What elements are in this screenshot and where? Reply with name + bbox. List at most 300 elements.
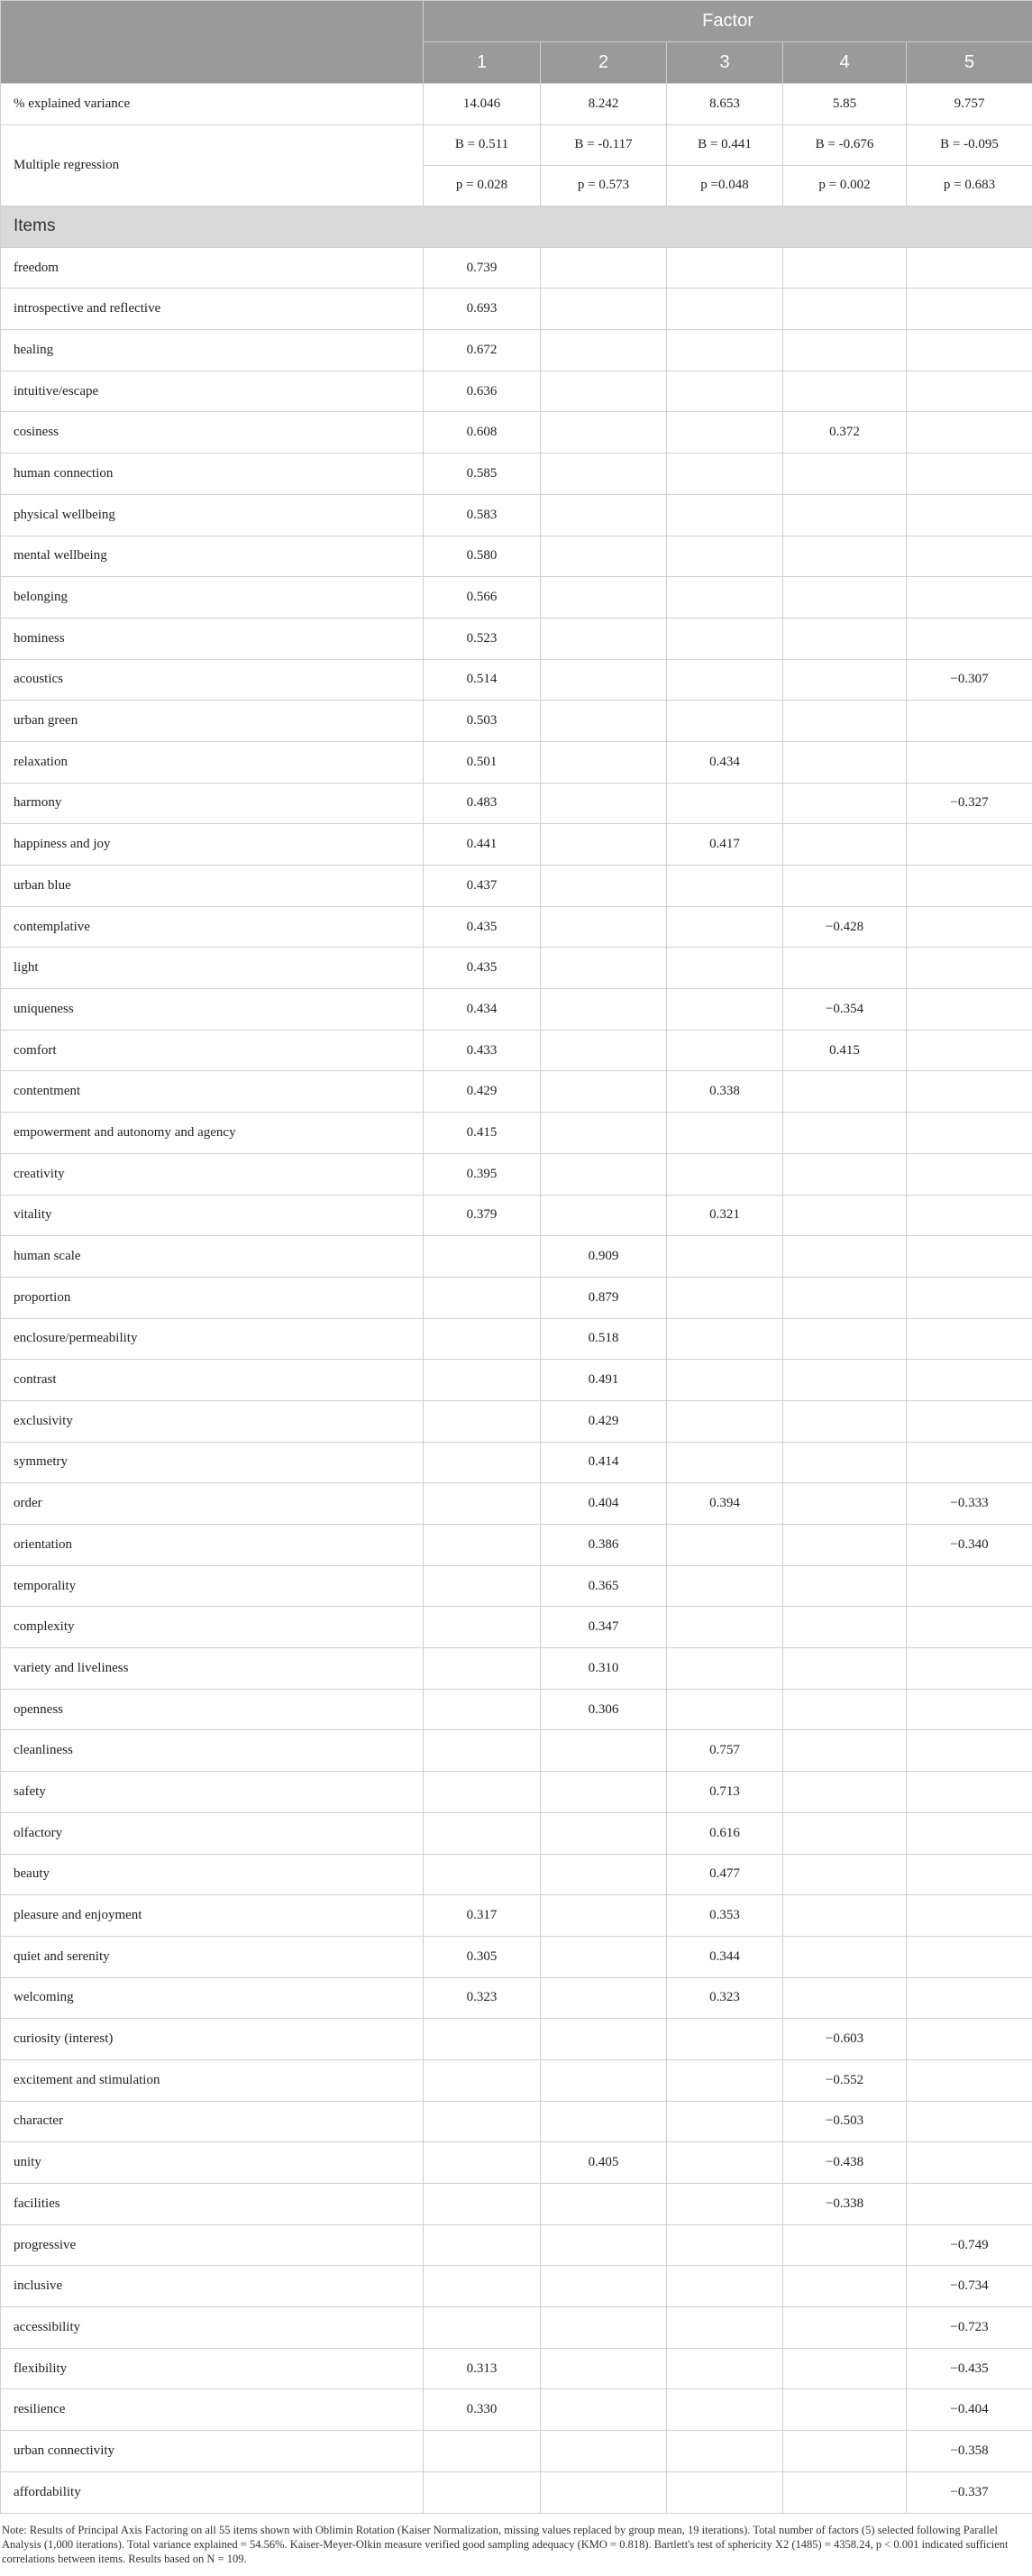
- loading-factor-3: [667, 2307, 783, 2349]
- loading-factor-1: 0.305: [424, 1936, 541, 1977]
- item-name: excitement and stimulation: [1, 2059, 424, 2101]
- loading-factor-2: [541, 2389, 667, 2431]
- loading-factor-3: [667, 371, 783, 412]
- loading-factor-1: [424, 1607, 541, 1648]
- loading-factor-5: [907, 701, 1032, 742]
- item-name: light: [1, 948, 424, 989]
- loading-factor-5: [907, 2142, 1032, 2184]
- loading-factor-4: [783, 2224, 907, 2266]
- factor-number-4: 4: [783, 42, 907, 84]
- loading-factor-3: [667, 2471, 783, 2513]
- loading-factor-4: [783, 1689, 907, 1730]
- table-row: [1, 247, 1032, 289]
- loading-factor-4: [783, 1977, 907, 2019]
- item-name: contemplative: [1, 906, 424, 948]
- loading-factor-5: [907, 2184, 1032, 2225]
- item-name: affordability: [1, 2471, 424, 2513]
- item-name: character: [1, 2101, 424, 2142]
- loading-factor-5: −0.307: [907, 659, 1032, 701]
- loading-factor-1: [424, 1854, 541, 1895]
- loading-factor-1: [424, 2184, 541, 2225]
- item-name: accessibility: [1, 2307, 424, 2349]
- loading-factor-4: [783, 948, 907, 989]
- loading-factor-5: −0.723: [907, 2307, 1032, 2349]
- loading-factor-4: [783, 659, 907, 701]
- loading-factor-4: [783, 2266, 907, 2307]
- loading-factor-1: 0.323: [424, 1977, 541, 2019]
- loading-factor-1: 0.739: [424, 247, 541, 289]
- loading-factor-3: [667, 330, 783, 371]
- loading-factor-2: [541, 2348, 667, 2389]
- table-row: [1, 1153, 1032, 1195]
- loading-factor-1: [424, 1277, 541, 1318]
- items-section-row: [1, 206, 1032, 247]
- loading-factor-4: [783, 1730, 907, 1772]
- item-name: welcoming: [1, 1977, 424, 2019]
- loading-factor-3: 0.616: [667, 1812, 783, 1854]
- table-row: [1, 1565, 1032, 1607]
- table-row: [1, 1607, 1032, 1648]
- loading-factor-3: [667, 1525, 783, 1566]
- loading-factor-5: [907, 412, 1032, 454]
- loading-factor-1: 0.514: [424, 659, 541, 701]
- loading-factor-5: [907, 948, 1032, 989]
- regression-b-value: B = -0.117: [541, 124, 667, 165]
- header-corner: [1, 1, 424, 84]
- loading-factor-5: [907, 1565, 1032, 1607]
- loading-factor-2: [541, 412, 667, 454]
- table-row: [1, 948, 1032, 989]
- factor-number-3: 3: [667, 42, 783, 84]
- loading-factor-4: [783, 2348, 907, 2389]
- item-name: curiosity (interest): [1, 2019, 424, 2060]
- loading-factor-1: 0.501: [424, 741, 541, 783]
- loading-factor-5: [907, 741, 1032, 783]
- loading-factor-1: 0.580: [424, 536, 541, 577]
- item-name: creativity: [1, 1153, 424, 1195]
- table-row: [1, 1442, 1032, 1483]
- loading-factor-2: [541, 536, 667, 577]
- loading-factor-1: [424, 1318, 541, 1360]
- loading-factor-5: [907, 1400, 1032, 1442]
- item-name: empowerment and autonomy and agency: [1, 1113, 424, 1154]
- item-name: happiness and joy: [1, 824, 424, 866]
- loading-factor-2: 0.386: [541, 1525, 667, 1566]
- loading-factor-2: [541, 2431, 667, 2472]
- table-row: [1, 1277, 1032, 1318]
- item-name: urban blue: [1, 866, 424, 907]
- loading-factor-5: [907, 866, 1032, 907]
- loading-factor-5: [907, 1442, 1032, 1483]
- loading-factor-3: [667, 454, 783, 495]
- table-row: [1, 2059, 1032, 2101]
- item-name: unity: [1, 2142, 424, 2184]
- loading-factor-4: [783, 2389, 907, 2431]
- loading-factor-4: [783, 824, 907, 866]
- loading-factor-3: 0.713: [667, 1772, 783, 1813]
- loading-factor-2: [541, 948, 667, 989]
- table-row: [1, 741, 1032, 783]
- loading-factor-2: [541, 2101, 667, 2142]
- loading-factor-4: [783, 536, 907, 577]
- loading-factor-3: [667, 659, 783, 701]
- loading-factor-2: 0.405: [541, 2142, 667, 2184]
- loading-factor-2: 0.429: [541, 1400, 667, 1442]
- loading-factor-5: [907, 618, 1032, 659]
- loading-factor-2: [541, 577, 667, 619]
- loading-factor-1: [424, 2266, 541, 2307]
- loading-factor-5: [907, 1812, 1032, 1854]
- explained-variance-row: [1, 84, 1032, 125]
- loading-factor-2: [541, 906, 667, 948]
- loading-factor-5: −0.404: [907, 2389, 1032, 2431]
- loading-factor-5: [907, 1153, 1032, 1195]
- explained-variance-label: % explained variance: [1, 84, 424, 125]
- loading-factor-1: [424, 1648, 541, 1690]
- item-name: enclosure/permeability: [1, 1318, 424, 1360]
- explained-variance-value: 8.242: [541, 84, 667, 125]
- table-row: [1, 1030, 1032, 1071]
- loading-factor-1: 0.415: [424, 1113, 541, 1154]
- loading-factor-2: [541, 1113, 667, 1154]
- loading-factor-1: [424, 1689, 541, 1730]
- loading-factor-5: [907, 247, 1032, 289]
- loading-factor-5: −0.435: [907, 2348, 1032, 2389]
- item-name: progressive: [1, 2224, 424, 2266]
- loading-factor-2: [541, 1195, 667, 1236]
- loading-factor-3: 0.757: [667, 1730, 783, 1772]
- table-row: [1, 2142, 1032, 2184]
- loading-factor-5: −0.333: [907, 1483, 1032, 1525]
- loading-factor-4: −0.354: [783, 989, 907, 1031]
- loading-factor-3: [667, 1442, 783, 1483]
- loading-factor-4: −0.428: [783, 906, 907, 948]
- loading-factor-4: [783, 1812, 907, 1854]
- loading-factor-5: [907, 1071, 1032, 1113]
- loading-factor-4: −0.438: [783, 2142, 907, 2184]
- loading-factor-3: [667, 948, 783, 989]
- loading-factor-4: [783, 454, 907, 495]
- loading-factor-3: 0.353: [667, 1895, 783, 1937]
- item-name: beauty: [1, 1854, 424, 1895]
- loading-factor-5: [907, 289, 1032, 330]
- loading-factor-4: [783, 1400, 907, 1442]
- table-row: [1, 1195, 1032, 1236]
- loading-factor-4: −0.338: [783, 2184, 907, 2225]
- loading-factor-2: 0.491: [541, 1360, 667, 1401]
- loading-factor-3: [667, 2184, 783, 2225]
- item-name: human scale: [1, 1236, 424, 1278]
- loading-factor-4: [783, 618, 907, 659]
- table-row: [1, 371, 1032, 412]
- table-row: [1, 989, 1032, 1031]
- loading-factor-1: [424, 2101, 541, 2142]
- loading-factor-1: 0.585: [424, 454, 541, 495]
- item-name: urban green: [1, 701, 424, 742]
- loading-factor-3: [667, 1153, 783, 1195]
- loading-factor-1: [424, 1525, 541, 1566]
- loading-factor-4: [783, 1565, 907, 1607]
- loading-factor-4: [783, 783, 907, 824]
- loading-factor-1: 0.435: [424, 906, 541, 948]
- item-name: harmony: [1, 783, 424, 824]
- loading-factor-2: [541, 1772, 667, 1813]
- loading-factor-4: 0.415: [783, 1030, 907, 1071]
- loading-factor-5: −0.358: [907, 2431, 1032, 2472]
- loading-factor-3: [667, 1607, 783, 1648]
- item-name: contrast: [1, 1360, 424, 1401]
- loading-factor-4: [783, 2431, 907, 2472]
- loading-factor-2: [541, 824, 667, 866]
- loading-factor-1: 0.395: [424, 1153, 541, 1195]
- loading-factor-2: [541, 866, 667, 907]
- table-row: [1, 659, 1032, 701]
- loading-factor-2: [541, 741, 667, 783]
- loading-factor-5: [907, 454, 1032, 495]
- loading-factor-3: [667, 618, 783, 659]
- item-name: intuitive/escape: [1, 371, 424, 412]
- loading-factor-2: [541, 2184, 667, 2225]
- loading-factor-4: [783, 701, 907, 742]
- loading-factor-2: 0.365: [541, 1565, 667, 1607]
- item-name: proportion: [1, 1277, 424, 1318]
- loading-factor-5: −0.749: [907, 2224, 1032, 2266]
- table-row: [1, 412, 1032, 454]
- loading-factor-3: 0.394: [667, 1483, 783, 1525]
- loading-factor-2: [541, 989, 667, 1031]
- table-row: [1, 2431, 1032, 2472]
- loading-factor-3: [667, 783, 783, 824]
- loading-factor-2: [541, 1071, 667, 1113]
- loading-factor-2: [541, 1936, 667, 1977]
- loading-factor-5: [907, 371, 1032, 412]
- loading-factor-5: [907, 824, 1032, 866]
- loading-factor-3: [667, 2142, 783, 2184]
- loading-factor-3: [667, 494, 783, 536]
- loading-factor-3: 0.323: [667, 1977, 783, 2019]
- loading-factor-1: [424, 2307, 541, 2349]
- loading-factor-5: [907, 989, 1032, 1031]
- loading-factor-3: [667, 866, 783, 907]
- table-row: [1, 1113, 1032, 1154]
- factor-header: Factor: [424, 1, 1032, 42]
- item-name: facilities: [1, 2184, 424, 2225]
- loading-factor-1: [424, 2019, 541, 2060]
- table-row: [1, 824, 1032, 866]
- loading-factor-4: [783, 330, 907, 371]
- loading-factor-2: [541, 783, 667, 824]
- table-row: [1, 1936, 1032, 1977]
- loading-factor-5: [907, 2101, 1032, 2142]
- loading-factor-1: [424, 1360, 541, 1401]
- regression-p-value: p =0.048: [667, 165, 783, 206]
- loading-factor-1: 0.441: [424, 824, 541, 866]
- table-row: [1, 1400, 1032, 1442]
- item-name: cosiness: [1, 412, 424, 454]
- loading-factor-3: [667, 536, 783, 577]
- loading-factor-1: 0.435: [424, 948, 541, 989]
- loading-factor-5: [907, 1772, 1032, 1813]
- table-row: [1, 289, 1032, 330]
- loading-factor-3: [667, 906, 783, 948]
- regression-p-value: p = 0.028: [424, 165, 541, 206]
- regression-p-value: p = 0.573: [541, 165, 667, 206]
- loading-factor-3: [667, 247, 783, 289]
- loading-factor-5: −0.337: [907, 2471, 1032, 2513]
- table-row: [1, 783, 1032, 824]
- loading-factor-4: [783, 1607, 907, 1648]
- item-name: hominess: [1, 618, 424, 659]
- loading-factor-2: [541, 701, 667, 742]
- loading-factor-2: [541, 330, 667, 371]
- loading-factor-1: 0.437: [424, 866, 541, 907]
- loading-factor-5: [907, 1977, 1032, 2019]
- loading-factor-4: [783, 1854, 907, 1895]
- loading-factor-4: 0.372: [783, 412, 907, 454]
- loading-factor-2: [541, 1730, 667, 1772]
- item-name: introspective and reflective: [1, 289, 424, 330]
- loading-factor-1: 0.433: [424, 1030, 541, 1071]
- loading-factor-2: 0.306: [541, 1689, 667, 1730]
- table-row: [1, 2471, 1032, 2513]
- loading-factor-3: [667, 1400, 783, 1442]
- table-row: [1, 330, 1032, 371]
- loading-factor-2: [541, 494, 667, 536]
- loading-factor-2: 0.347: [541, 1607, 667, 1648]
- loading-factor-3: [667, 2266, 783, 2307]
- loading-factor-1: 0.636: [424, 371, 541, 412]
- loading-factor-5: [907, 1730, 1032, 1772]
- loading-factor-1: 0.523: [424, 618, 541, 659]
- item-name: variety and liveliness: [1, 1648, 424, 1690]
- table-row: [1, 1318, 1032, 1360]
- loading-factor-4: −0.552: [783, 2059, 907, 2101]
- loading-factor-4: [783, 866, 907, 907]
- factor-number-2: 2: [541, 42, 667, 84]
- loading-factor-4: [783, 1483, 907, 1525]
- loading-factor-5: [907, 1607, 1032, 1648]
- loading-factor-4: [783, 2471, 907, 2513]
- loading-factor-2: [541, 1812, 667, 1854]
- table-row: [1, 1977, 1032, 2019]
- loading-factor-1: [424, 2142, 541, 2184]
- explained-variance-value: 8.653: [667, 84, 783, 125]
- loading-factor-5: [907, 494, 1032, 536]
- loading-factor-2: [541, 454, 667, 495]
- loading-factor-5: [907, 906, 1032, 948]
- table-row: [1, 618, 1032, 659]
- loading-factor-3: [667, 2224, 783, 2266]
- regression-b-value: B = -0.095: [907, 124, 1032, 165]
- table-row: [1, 1895, 1032, 1937]
- item-name: quiet and serenity: [1, 1936, 424, 1977]
- loading-factor-3: [667, 1277, 783, 1318]
- loading-factor-1: 0.429: [424, 1071, 541, 1113]
- loading-factor-4: [783, 289, 907, 330]
- loading-factor-1: [424, 1772, 541, 1813]
- regression-b-row: [1, 124, 1032, 165]
- table-row: [1, 2307, 1032, 2349]
- loading-factor-3: [667, 289, 783, 330]
- loading-factor-5: [907, 536, 1032, 577]
- item-name: olfactory: [1, 1812, 424, 1854]
- loading-factor-1: [424, 1400, 541, 1442]
- loading-factor-4: [783, 741, 907, 783]
- loading-factor-1: 0.379: [424, 1195, 541, 1236]
- loading-factor-2: [541, 289, 667, 330]
- loading-factor-1: [424, 1483, 541, 1525]
- item-name: flexibility: [1, 2348, 424, 2389]
- loading-factor-3: [667, 577, 783, 619]
- loading-factor-2: 0.518: [541, 1318, 667, 1360]
- loading-factor-2: 0.909: [541, 1236, 667, 1278]
- loading-factor-3: 0.321: [667, 1195, 783, 1236]
- loading-factor-1: 0.672: [424, 330, 541, 371]
- loading-factor-2: [541, 2019, 667, 2060]
- item-name: safety: [1, 1772, 424, 1813]
- table-row: [1, 2224, 1032, 2266]
- regression-b-value: B = -0.676: [783, 124, 907, 165]
- table-row: [1, 536, 1032, 577]
- table-row: [1, 1071, 1032, 1113]
- loading-factor-4: [783, 1525, 907, 1566]
- item-name: contentment: [1, 1071, 424, 1113]
- loading-factor-2: [541, 1895, 667, 1937]
- item-name: orientation: [1, 1525, 424, 1566]
- table-row: [1, 1854, 1032, 1895]
- loading-factor-4: [783, 1153, 907, 1195]
- loading-factor-1: [424, 1442, 541, 1483]
- loading-factor-5: [907, 577, 1032, 619]
- loading-factor-4: [783, 2307, 907, 2349]
- loading-factor-5: [907, 2059, 1032, 2101]
- loading-factor-5: [907, 1277, 1032, 1318]
- loading-factor-2: [541, 618, 667, 659]
- loading-factor-1: [424, 1565, 541, 1607]
- loading-factor-4: [783, 1113, 907, 1154]
- loading-factor-4: −0.503: [783, 2101, 907, 2142]
- table-row: [1, 577, 1032, 619]
- item-name: urban connectivity: [1, 2431, 424, 2472]
- item-name: temporality: [1, 1565, 424, 1607]
- loading-factor-1: [424, 1730, 541, 1772]
- loading-factor-5: [907, 1689, 1032, 1730]
- loading-factor-3: 0.338: [667, 1071, 783, 1113]
- item-name: pleasure and enjoyment: [1, 1895, 424, 1937]
- loading-factor-3: [667, 1565, 783, 1607]
- loading-factor-5: [907, 1236, 1032, 1278]
- loading-factor-3: [667, 412, 783, 454]
- item-name: resilience: [1, 2389, 424, 2431]
- loading-factor-2: [541, 1854, 667, 1895]
- loading-factor-4: [783, 1936, 907, 1977]
- loading-factor-5: [907, 1648, 1032, 1690]
- loading-factor-2: [541, 2224, 667, 2266]
- loading-factor-4: −0.603: [783, 2019, 907, 2060]
- loading-factor-4: [783, 1195, 907, 1236]
- table-row: [1, 1689, 1032, 1730]
- factor-number-1: 1: [424, 42, 541, 84]
- loading-factor-3: [667, 2431, 783, 2472]
- loading-factor-1: [424, 1236, 541, 1278]
- table-row: [1, 1483, 1032, 1525]
- item-name: healing: [1, 330, 424, 371]
- item-name: vitality: [1, 1195, 424, 1236]
- loading-factor-4: [783, 1360, 907, 1401]
- table-row: [1, 494, 1032, 536]
- loading-factor-5: [907, 1113, 1032, 1154]
- loading-factor-3: [667, 1113, 783, 1154]
